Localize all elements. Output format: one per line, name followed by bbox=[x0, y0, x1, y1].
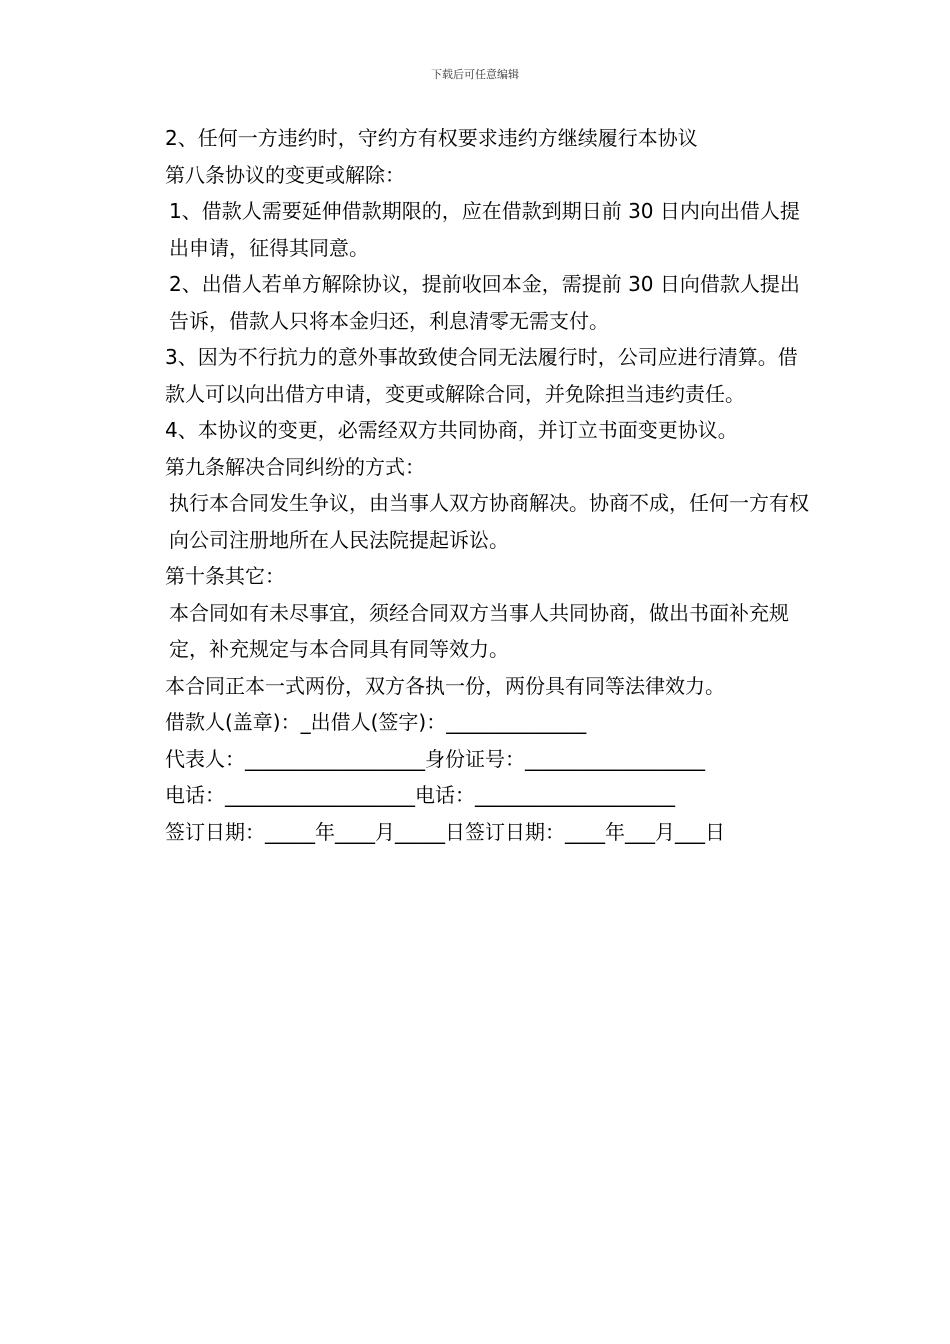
document-body bbox=[145, 120, 813, 850]
signature-representative: 代表人：__________________身份证号：__________________ bbox=[165, 746, 705, 771]
clause-7-item-2: 2、任何一方违约时，守约方有权要求违约方继续履行本协议 bbox=[165, 126, 698, 150]
clause-8-item-2: 2、出借人若单方解除协议，提前收回本金，需提前 30 日向借款人提出告诉，借款人只将本金归还，利息清零无需支付。 bbox=[169, 272, 800, 333]
header-note: 下载后可任意编辑 bbox=[431, 68, 519, 81]
clause-8-item-1: 1、借款人需要延伸借款期限的，应在借款到期日前 30 日内向出借人提出申请，征得其同意。 bbox=[169, 199, 800, 260]
signature-parties: 借款人(盖章)：_出借人(签字)：______________ bbox=[165, 710, 587, 734]
article-10-heading: 第十条其它： bbox=[165, 564, 285, 588]
article-8-heading: 第八条协议的变更或解除： bbox=[165, 162, 405, 187]
signature-phone: 电话：___________________电话：____________________ bbox=[165, 783, 675, 807]
clause-9-text: 执行本合同发生争议，由当事人双方协商解决。协商不成，任何一方有权向公司注册地所在人民法院提起诉讼。 bbox=[169, 491, 809, 552]
clause-10-text: 本合同如有未尽事宜，须经合同双方当事人共同协商，做出书面补充规定，补充规定与本合同具有同等效力。 bbox=[169, 600, 789, 661]
signature-date: 签订日期：_____年____月_____日签订日期：____年___月___日 bbox=[165, 819, 725, 844]
clause-8-item-4: 4、本协议的变更，必需经双方共同协商，并订立书面变更协议。 bbox=[165, 418, 738, 442]
clause-8-item-3: 3、因为不行抗力的意外事故致使合同无法履行时，公司应进行清算。借款人可以向出借方申请，变更或解除合同，并免除担当违约责任。 bbox=[165, 345, 798, 406]
article-9-heading: 第九条解决合同纠纷的方式： bbox=[165, 454, 425, 479]
copies-statement: 本合同正本一式两份，双方各执一份，两份具有同等法律效力。 bbox=[165, 673, 725, 698]
